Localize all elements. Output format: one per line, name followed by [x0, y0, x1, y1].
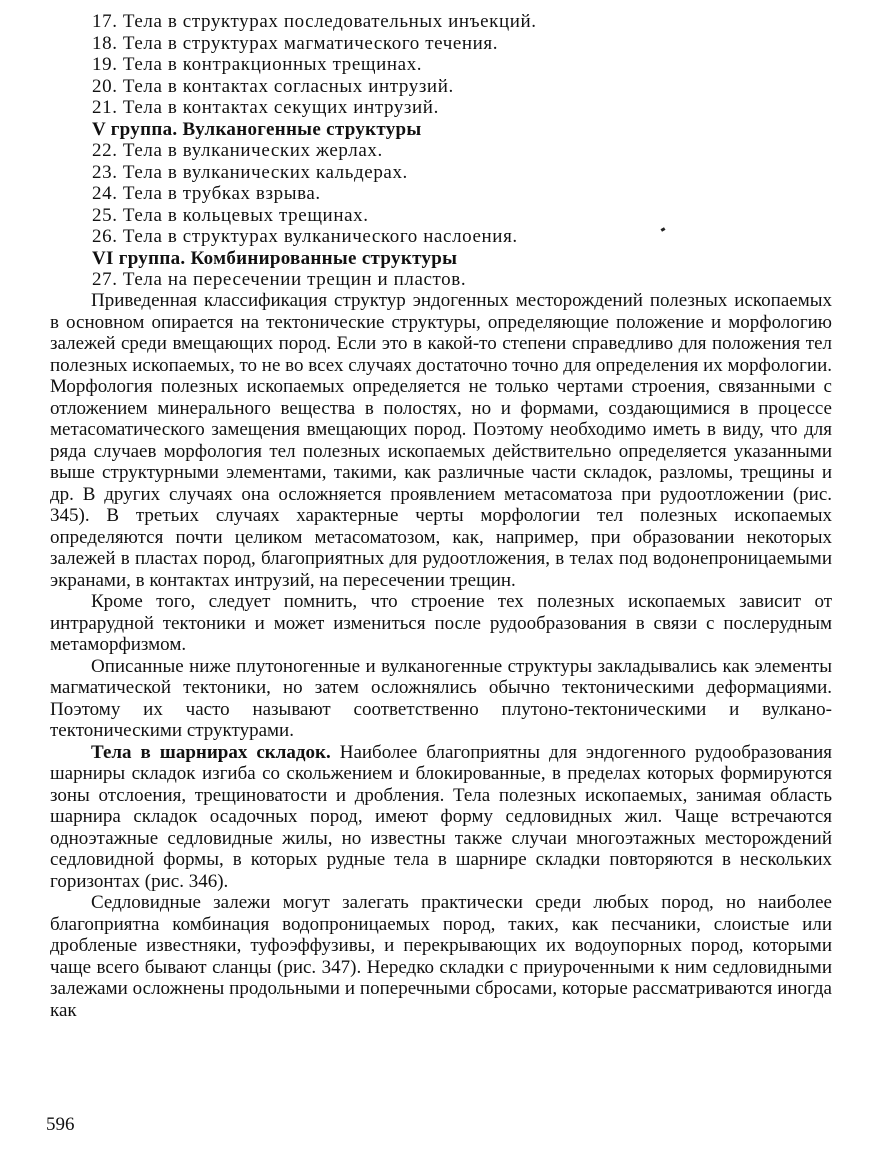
paragraph-plutonic-volcanic: Описанные ниже плутоногенные и вулканогенные структуры закладывались как элементы магматической тектоники, но затем осложнялись обычно тектоническими деформациями. Поэтому их часто называют соответственно плутоно-тектоническими и вулкано-тектоническими структурами.	[50, 655, 832, 741]
paragraph-saddle-deposits: Седловидные залежи могут залегать практически среди любых пород, но наиболее благоприятна комбинация водопроницаемых пород, таких, как песчаники, слоистые или дробленые известняки, туфоэффузивы, и перекрывающих их водоупорных пород, которыми чаще всего бывают сланцы (рис. 347). Нередко складки с приуроченными к ним седловидными залежами осложнены продольными и поперечными сбросами, которые рассматриваются иногда как	[50, 892, 832, 1021]
list-item: 20. Тела в контактах согласных интрузий.	[92, 75, 454, 97]
paragraph-classification: Приведенная классификация структур эндогенных месторождений полезных ископаемых в основном опирается на тектонические структуры, определяющие положение и морфологию залежей среди вмещающих пород. Если это в какой-то степени справедливо для положения тел полезных ископаемых, то не во всех случаях достаточно точно для определения их морфологии. Морфология полезных ископаемых определяется не только чертами строения, связанными с отложением минерального вещества в полостях, но и формами, создающимися в процессе метасоматического замещения вмещающих пород. Поэтому необходимо иметь в виду, что для ряда случаев морфология тел полезных ископаемых действительно определяется указанными выше структурными элементами, такими, как различные части складок, разломы, трещины и др. В других случаях она осложняется проявлением метасоматоза при рудоотложении (рис. 345). В третьих случаях характерные черты морфологии тел полезных ископаемых определяются почти целиком метасоматозом, как, например, при образовании некоторых залежей в пластах пород, благоприятных для рудоотложения, в телах под водонепроницаемыми экранами, в контактах интрузий, на пересечении трещин.	[50, 290, 832, 591]
group-heading: V группа. Вулканогенные структуры	[92, 118, 422, 140]
page-number: 596	[46, 1114, 75, 1135]
list-item: 22. Тела в вулканических жерлах.	[92, 140, 383, 161]
paragraph-text: Наиболее благоприятны для эндогенного рудообразования шарниры складок изгиба со скольжением и блокированные, в пределах которых формируются зоны отслоения, трещиноватости и дробления. Тела полезных ископаемых, занимая область шарнира складок осадочных пород, имеют форму седловидных жил. Чаще встречаются одноэтажные седловидные жилы, но известны также случаи многоэтажных месторождений седловидной формы, в которых рудные тела в шарнире складки повторяются в нескольких горизонтах (рис. 346).	[50, 741, 832, 892]
list-item: 21. Тела в контактах секущих интрузий.	[92, 97, 439, 118]
group-heading: VI группа. Комбинированные структуры	[92, 247, 458, 269]
list-item: 23. Тела в вулканических кальдерах.	[92, 161, 408, 183]
runin-heading: Тела в шарнирах складок.	[91, 741, 331, 763]
list-item: 24. Тела в трубках взрыва.	[92, 183, 321, 204]
list-item: 27. Тела на пересечении трещин и пластов.	[92, 269, 467, 290]
classification-list	[92, 11, 792, 291]
list-item: 18. Тела в структурах магматического течения.	[92, 32, 499, 54]
paragraph-fold-hinges	[50, 742, 832, 893]
paragraph-intraore-tectonics: Кроме того, следует помнить, что строение тех полезных ископаемых зависит от интрарудной тектоники и может измениться после рудообразования в связи с послерудным метаморфизмом.	[50, 591, 832, 655]
list-item: 17. Тела в структурах последовательных инъекций.	[92, 11, 537, 32]
body-text	[50, 290, 832, 1021]
list-item: 26. Тела в структурах вулканического наслоения.	[92, 226, 518, 247]
list-item: 25. Тела в кольцевых трещинах.	[92, 204, 369, 226]
list-item: 19. Тела в контракционных трещинах.	[92, 54, 423, 75]
